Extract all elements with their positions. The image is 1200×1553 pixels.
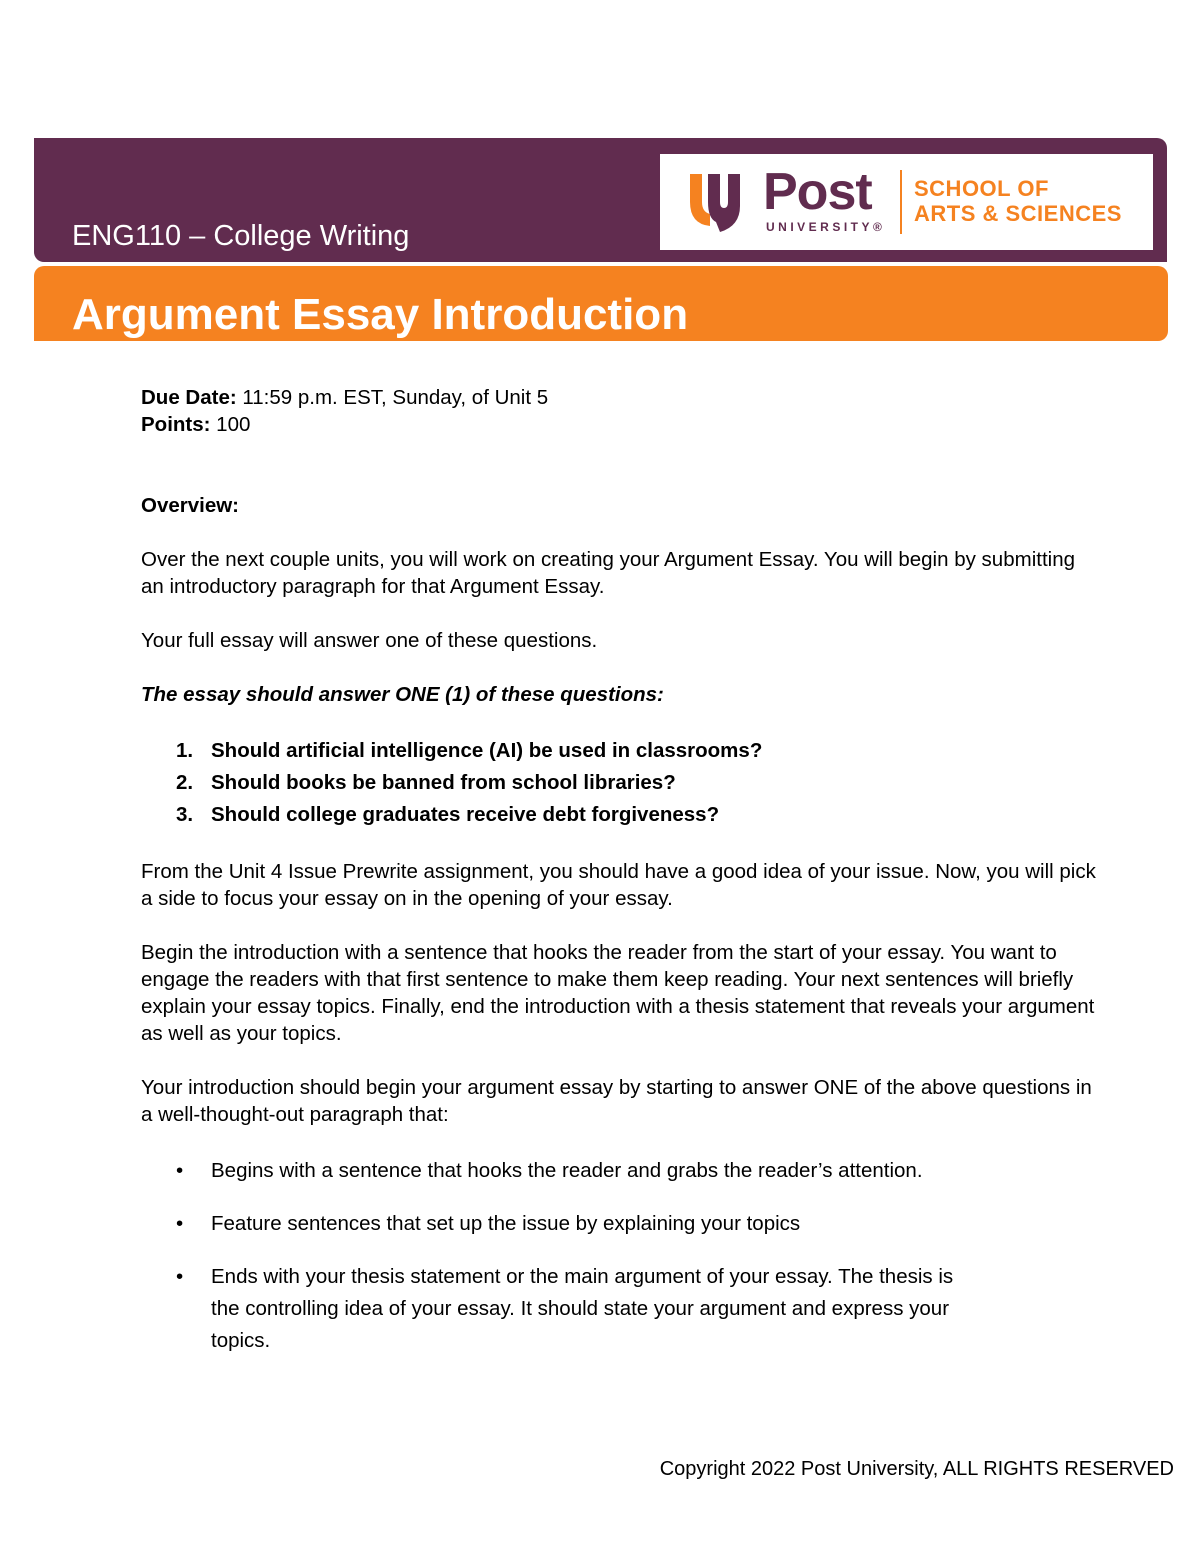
list-item (141, 1261, 971, 1357)
question-number: 2. (176, 771, 194, 794)
points (141, 411, 1101, 438)
points-value: 100 (210, 413, 251, 436)
requirements-list (141, 1155, 1101, 1357)
due-date (141, 384, 1101, 411)
overview-paragraph-3: From the Unit 4 Issue Prewrite assignment, you should have a good idea of your issue. Now, you will pick a side to focus your essay on in the opening of your essay. (141, 860, 1096, 910)
bullet-icon: • (176, 1212, 184, 1235)
overview-paragraph-4: Begin the introduction with a sentence that hooks the reader from the start of your essay. You want to engage the readers with that first sentence to make them keep reading. Your next sentences will briefly explain your essay topics. Finally, end the introduction with a thesis statement that reveals your argument as well as your topics. (141, 941, 1095, 1045)
post-university-logo-icon (686, 168, 750, 234)
question-text: Should artificial intelligence (AI) be used in classrooms? (211, 739, 763, 762)
question-number: 1. (176, 739, 194, 762)
school-name-line2: ARTS & SCIENCES (914, 201, 1122, 226)
question-list (141, 735, 1101, 831)
assignment-content (141, 384, 1101, 1378)
due-date-label: Due Date: (141, 386, 237, 409)
list-item (141, 767, 1101, 799)
copyright-footer: Copyright 2022 Post University, ALL RIGHTS RESERVED (659, 1458, 1174, 1480)
requirement-text: Begins with a sentence that hooks the reader and grabs the reader’s attention. (211, 1159, 923, 1182)
question-number: 3. (176, 803, 194, 826)
overview-paragraph-2: Your full essay will answer one of these questions. (141, 629, 598, 652)
course-title: ENG110 – College Writing (72, 220, 410, 252)
points-label: Points: (141, 413, 211, 436)
list-item (141, 1208, 971, 1240)
logo-wordmark: Post (763, 163, 872, 221)
university-logo (660, 154, 1153, 250)
page-title: Argument Essay Introduction (72, 290, 689, 339)
question-text: Should college graduates receive debt forgiveness? (211, 803, 720, 826)
overview-paragraph-5: Your introduction should begin your argument essay by starting to answer ONE of the above questions in a well-thought-out paragraph that: (141, 1076, 1092, 1126)
question-prompt: The essay should answer ONE (1) of these questions: (141, 683, 664, 706)
school-name-line1: SCHOOL OF (914, 176, 1049, 201)
question-text: Should books be banned from school libraries? (211, 771, 676, 794)
requirement-text: Feature sentences that set up the issue by explaining your topics (211, 1212, 801, 1235)
list-item (141, 799, 1101, 831)
overview-heading (141, 492, 1101, 519)
logo-subtitle: UNIVERSITY® (766, 220, 886, 234)
requirement-text: Ends with your thesis statement or the main argument of your essay. The thesis is the controlling idea of your essay. It should state your argument and express your topics. (211, 1265, 954, 1352)
logo-divider (900, 170, 902, 234)
bullet-icon: • (176, 1265, 184, 1288)
list-item (141, 735, 1101, 767)
overview-heading-text: Overview: (141, 494, 239, 517)
due-date-value: 11:59 p.m. EST, Sunday, of Unit 5 (236, 386, 549, 409)
overview-paragraph-1: Over the next couple units, you will work on creating your Argument Essay. You will begin by submitting an introductory paragraph for that Argument Essay. (141, 548, 1075, 598)
list-item (141, 1155, 971, 1187)
bullet-icon: • (176, 1159, 184, 1182)
